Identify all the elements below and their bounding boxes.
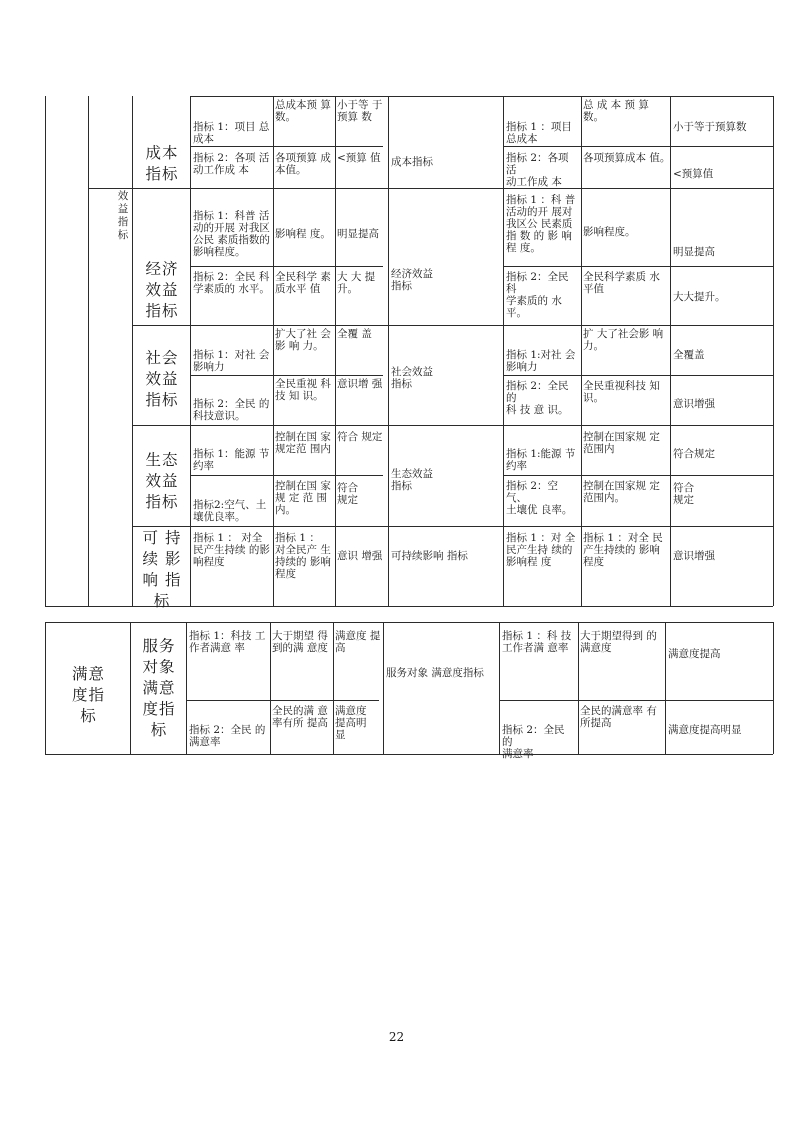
table-cell: 小于等于预算数 — [673, 121, 747, 133]
grid-line — [335, 96, 336, 606]
table-cell: 指标 2：空 气、 土壤优 良率。 — [506, 480, 573, 516]
table-cell: 满意度提高明显 — [668, 724, 742, 736]
table-cell: 满意度 提高明 显 — [335, 705, 367, 741]
economic-indicator-label: 经济 效益 指标 — [145, 260, 179, 320]
sustainable-merged-label: 可持续影响 指标 — [391, 550, 468, 562]
table-cell: 大 大 提 升。 — [337, 271, 376, 295]
grid-line — [45, 96, 46, 606]
satisfaction-side-label: 满意 度指 标 — [71, 665, 105, 725]
table-cell: 意识 增强 — [337, 550, 383, 562]
table-cell: 各项预算 成 本值。 — [275, 152, 331, 176]
grid-line — [773, 96, 774, 606]
table-cell: 指标 1 ：项目 总成本 — [506, 121, 572, 145]
table-cell: 指标 2：全民 的 科 技 意 识。 — [506, 380, 569, 416]
grid-line — [190, 375, 383, 376]
table-cell: <预算 值 — [337, 152, 381, 164]
table-cell: 符合规定 — [673, 448, 715, 460]
grid-line — [503, 96, 504, 606]
grid-line — [333, 622, 334, 754]
grid-line — [132, 325, 773, 326]
grid-line — [665, 622, 666, 754]
grid-line — [190, 96, 191, 606]
cost-merged-label: 成本指标 — [391, 156, 433, 168]
table-cell: 满意度 提 高 — [335, 630, 381, 654]
table-cell: 各项预算成本 值。 — [583, 152, 671, 164]
table-cell: 控制在国 家 规 定 范 围 内。 — [275, 480, 331, 516]
table-cell: 全民的满 意 率有所 提高 — [272, 705, 328, 729]
grid-line — [499, 622, 500, 754]
grid-line — [383, 622, 384, 754]
table-cell: <预算值 — [673, 168, 714, 180]
table-cell: 影响程 度。 — [275, 228, 331, 240]
social-merged-label: 社会效益 指标 — [391, 366, 433, 390]
table-cell: 指标 2：全民 科 学素质的 水平。 — [506, 271, 569, 319]
ecological-indicator-label: 生态 效益 指标 — [145, 451, 179, 511]
grid-line — [503, 146, 773, 147]
grid-line — [578, 622, 579, 754]
table-cell: 符合 规定 — [337, 482, 358, 506]
table-cell: 全覆盖 — [673, 349, 705, 361]
table-cell: 指标 1:对社 会 影响力 — [506, 349, 576, 373]
table-cell: 指标 2：各项 活 动工作成 本 — [193, 152, 270, 176]
cost-indicator-label: 成本 指标 — [145, 144, 179, 183]
page-number: 22 — [388, 1030, 405, 1044]
table-cell: 指标 1 ：对 全 民产生持 续的 影响程 度 — [506, 532, 576, 568]
grid-line — [499, 700, 773, 701]
table-cell: 指标 1 ： 对全民产 生 持续的 影响 程度 — [275, 532, 331, 580]
table-cell: 符合 规定 — [337, 431, 383, 443]
grid-line — [45, 622, 46, 754]
table-cell: 总成本预 算 数。 — [275, 99, 331, 123]
grid-line — [132, 96, 133, 606]
table-cell: 全民重视 科 技 知 识。 — [275, 378, 331, 402]
grid-line — [503, 375, 773, 376]
grid-line — [503, 475, 773, 476]
grid-line — [273, 96, 274, 606]
grid-line — [132, 526, 773, 527]
table-cell: 指标 1:能源 节 约率 — [506, 448, 576, 472]
table-cell: 指标 1：能源 节 约率 — [193, 448, 270, 472]
grid-line — [190, 266, 383, 267]
table-cell: 控制在国 家 规定范 围内 — [275, 431, 331, 455]
table-cell: 全民重视科技 知 识。 — [583, 380, 660, 404]
table-cell: 明显提高 — [673, 246, 715, 258]
table-cell: 大大提升。 — [673, 291, 726, 303]
sustainable-indicator-label: 可 持 续 影 响 指 标 — [142, 529, 182, 610]
grid-line — [388, 96, 389, 606]
grid-line — [773, 622, 774, 754]
grid-line — [45, 622, 773, 623]
table-cell: 扩 大了社会影 响 力。 — [583, 328, 664, 352]
grid-line — [186, 700, 379, 701]
table-cell: 明显提高 — [337, 228, 379, 240]
grid-line — [132, 425, 773, 426]
grid-line — [88, 96, 89, 606]
table-cell: 指标 2：全民 的 满意率 — [189, 724, 266, 748]
table-cell: 指标 1：科技 工 作者满意 率 — [189, 630, 266, 654]
table-cell: 总 成 本 预 算 数。 — [583, 99, 649, 123]
benefit-indicator-side-label: 效 益 指 标 — [117, 190, 129, 241]
table-cell: 意识增强 — [673, 550, 715, 562]
table-cell: 全民科学 素 质水平 值 — [275, 271, 331, 295]
service-satisfaction-merged-label: 服务对象 满意度指标 — [386, 667, 484, 679]
ecological-merged-label: 生态效益 指标 — [391, 468, 433, 492]
table-cell: 指标 2：全民 的 满意率 — [502, 724, 565, 760]
grid-line — [45, 754, 773, 755]
grid-line — [130, 622, 131, 754]
table-cell: 指标 2：各项 活 动工作成 本 — [506, 152, 569, 188]
table-cell: 指标 2：全民 科 学素质的 水平。 — [193, 271, 270, 295]
table-cell: 全覆 盖 — [337, 328, 372, 340]
table-cell: 影响程度。 — [583, 226, 636, 238]
grid-line — [270, 622, 271, 754]
table-cell: 指标 1：科普 活 动的开展 对我区 公民 素质指数的 影响程度。 — [193, 210, 270, 258]
table-cell: 控制在国家规 定 范围内。 — [583, 480, 660, 504]
grid-line — [190, 146, 383, 147]
grid-line — [186, 622, 187, 754]
table-cell: 指标 1 ：科 普 活动的开 展对 我区公 民素质 指 数 的 影 响 程 度。 — [506, 194, 576, 254]
table-cell: 小于等 于 预算 数 — [337, 99, 383, 123]
table-cell: 意识增强 — [673, 398, 715, 410]
table-cell: 指标 1 ：科 技 工作者满 意率 — [502, 630, 572, 654]
table-cell: 满意度提高 — [668, 648, 721, 660]
grid-line — [190, 96, 773, 97]
table-cell: 扩大了社 会 影 响 力。 — [275, 328, 331, 352]
grid-line — [503, 266, 773, 267]
table-cell: 大于期望得到 的 满意度 — [580, 630, 657, 654]
table-cell: 大于期望 得 到的满 意度 — [272, 630, 328, 654]
table-cell: 意识增 强 — [337, 378, 383, 390]
table-cell: 指标 1 ： 对全 民产生持续 的影 响程度 — [193, 532, 270, 568]
table-cell: 符合 规定 — [673, 482, 694, 506]
table-cell: 指标 2：全民 的 科技意识。 — [193, 398, 270, 422]
service-satisfaction-label: 服务 对象 满意 度指 标 — [142, 637, 176, 739]
table-cell: 指标 1：项目 总 成本 — [193, 121, 270, 145]
table-cell: 指标2:空气、土 壤优良率。 — [193, 499, 267, 523]
table-cell: 全民科学素质 水 平值 — [583, 271, 660, 295]
table-cell: 全民的满意率 有 所提高 — [580, 705, 657, 729]
table-cell: 指标 1 ：对全 民 产生持续的 影响 程度 — [583, 532, 663, 568]
economic-merged-label: 经济效益 指标 — [391, 268, 433, 292]
grid-line — [190, 475, 383, 476]
social-indicator-label: 社会 效益 指标 — [145, 349, 179, 409]
table-cell: 指标 1：对社 会 影响力 — [193, 349, 270, 373]
table-cell: 控制在国家规 定 范围内 — [583, 431, 660, 455]
